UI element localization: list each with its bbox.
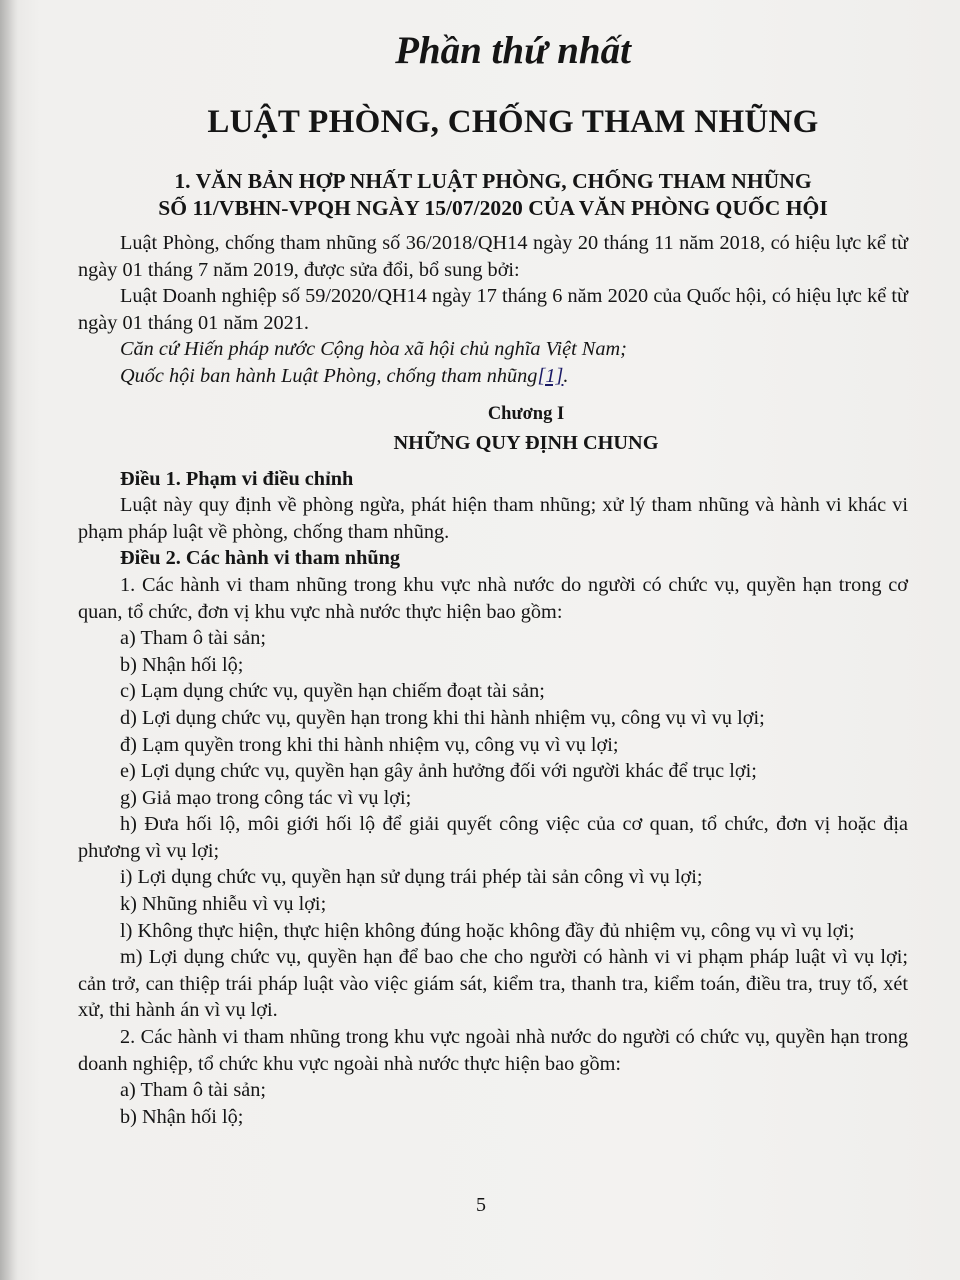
section-heading-line-2: SỐ 11/VBHN-VPQH NGÀY 15/07/2020 CỦA VĂN PHÒNG QUỐC HỘI [158,196,828,220]
part-title: Phần thứ nhất [395,29,631,72]
article-2-clause-2: 2. Các hành vi tham nhũng trong khu vực ngoài nhà nước do người có chức vụ, quyền hạn trong doanh nghiệp, tổ chức khu vực ngoài nhà nước thực hiện bao gồm: [78,1026,908,1075]
gutter-shadow [0,0,18,1280]
chapter-label: Chương I [487,403,565,424]
article-2-clause-1: 1. Các hành vi tham nhũng trong khu vực nhà nước do người có chức vụ, quyền hạn trong cơ quan, tổ chức, đơn vị khu vực nhà nước thực hiện bao gồm: [78,573,908,623]
list-item: a) Tham ô tài sản; [120,627,267,650]
preamble-constitution-basis: Căn cứ Hiến pháp nước Cộng hòa xã hội chủ nghĩa Việt Nam; [120,338,627,361]
article-1-title: Điều 1. Phạm vi điều chỉnh [120,467,354,490]
article-1-text: Luật này quy định về phòng ngừa, phát hiện tham nhũng; xử lý tham nhũng và hành vi khác vi phạm pháp luật về phòng, chống tham nhũng. [78,494,908,543]
section-heading [78,168,908,222]
list-item: đ) Lạm quyền trong khi thi hành nhiệm vụ, công vụ vì vụ lợi; [120,733,619,756]
footnote-reference[interactable]: [1] [537,364,564,387]
page-number: 5 [476,1194,486,1216]
law-title: LUẬT PHÒNG, CHỐNG THAM NHŨNG [207,104,819,140]
list-item: d) Lợi dụng chức vụ, quyền hạn trong khi thi hành nhiệm vụ, công vụ vì vụ lợi; [120,706,765,729]
list-item: b) Nhận hối lộ; [120,653,244,676]
chapter-name: NHỮNG QUY ĐỊNH CHUNG [393,431,659,454]
list-item: a) Tham ô tài sản; [120,1079,267,1102]
enactment-text: Quốc hội ban hành Luật Phòng, chống tham nhũng [120,364,538,387]
list-item: m) Lợi dụng chức vụ, quyền hạn để bao che cho người có hành vi vi phạm pháp luật vì vụ lợi; cản trở, can thiệp trái pháp luật vào việc giám sát, kiểm tra, thanh tra, kiểm toán, điều tra, truy tố, xét xử, thi hành án vì vụ lợi. [78,946,908,1022]
list-item: c) Lạm dụng chức vụ, quyền hạn chiếm đoạt tài sản; [120,680,545,703]
section-heading-line-1: 1. VĂN BẢN HỢP NHẤT LUẬT PHÒNG, CHỐNG THAM NHŨNG [174,169,812,193]
list-item: h) Đưa hối lộ, môi giới hối lộ để giải quyết công việc của cơ quan, tổ chức, đơn vị hoặc địa phương vì vụ lợi; [78,813,908,862]
list-item: g) Giả mạo trong công tác vì vụ lợi; [120,786,412,809]
list-item: e) Lợi dụng chức vụ, quyền hạn gây ảnh hưởng đối với người khác để trục lợi; [120,760,757,783]
page-content [78,20,908,1130]
enactment-end: . [563,364,569,387]
list-item: k) Nhũng nhiễu vì vụ lợi; [120,893,327,916]
list-item: l) Không thực hiện, thực hiện không đúng hoặc không đầy đủ nhiệm vụ, công vụ vì vụ lợi; [120,919,855,942]
article-2-title: Điều 2. Các hành vi tham nhũng [120,547,401,570]
preamble-paragraph-1: Luật Phòng, chống tham nhũng số 36/2018/QH14 ngày 20 tháng 11 năm 2018, có hiệu lực kể từ ngày 01 tháng 7 năm 2019, được sửa đổi, bổ sung bởi: [78,232,908,281]
list-item: i) Lợi dụng chức vụ, quyền hạn sử dụng trái phép tài sản công vì vụ lợi; [120,866,703,889]
preamble-paragraph-2: Luật Doanh nghiệp số 59/2020/QH14 ngày 17 tháng 6 năm 2020 của Quốc hội, có hiệu lực kể từ ngày 01 tháng 01 năm 2021. [78,285,908,334]
preamble-enactment [78,363,908,390]
list-item: b) Nhận hối lộ; [120,1105,244,1128]
